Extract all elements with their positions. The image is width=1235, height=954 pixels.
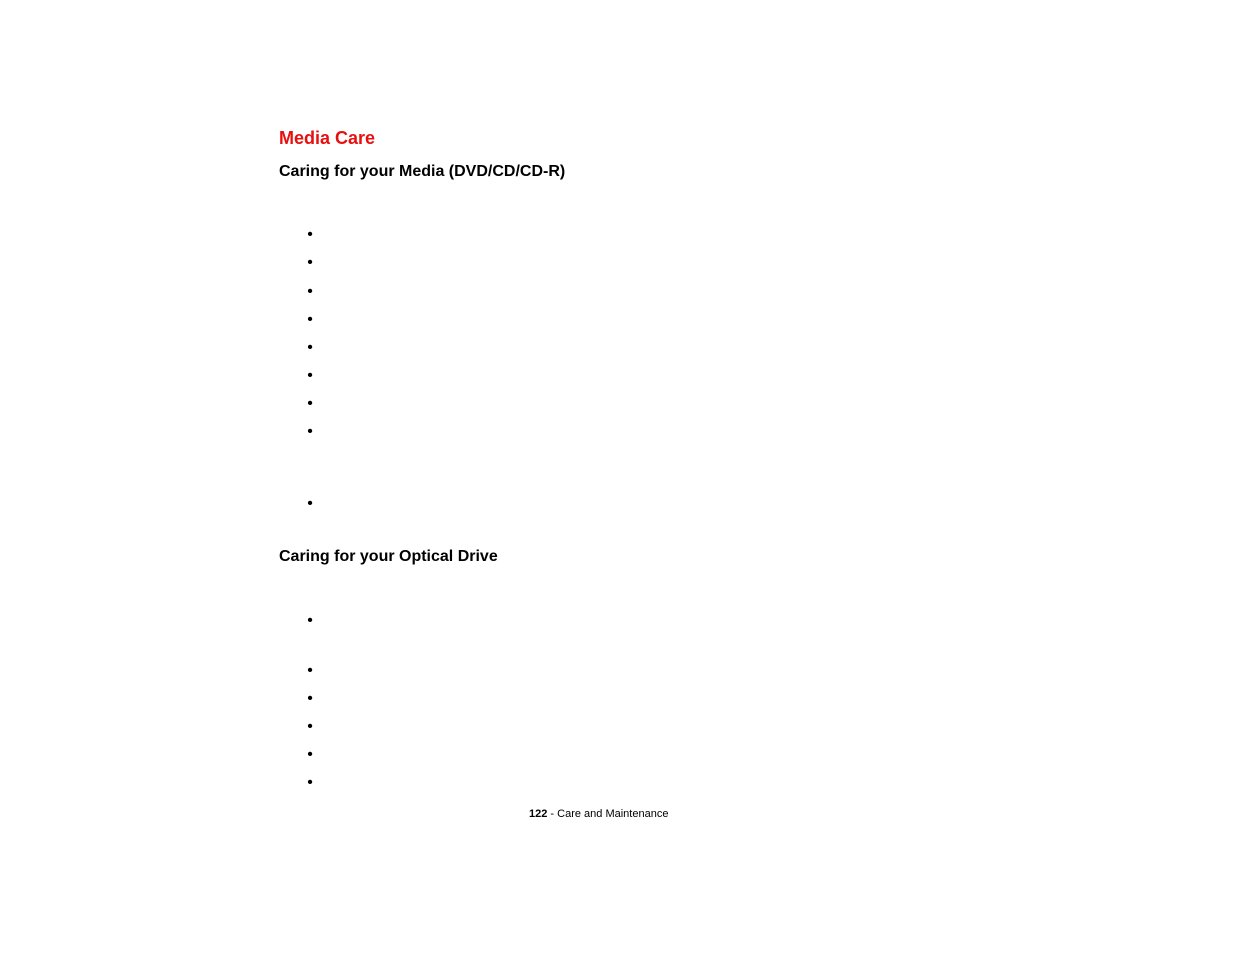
list-bullet: • [307,774,313,791]
list-bullet: • [307,718,313,735]
list-bullet: • [307,495,313,512]
footer-separator: - [547,808,558,820]
footer-section-name: Care and Maintenance [557,808,669,820]
list-bullet: • [307,311,313,328]
subheading-optical-drive: Caring for your Optical Drive [279,548,498,565]
list-bullet: • [307,423,313,440]
list-bullet: • [307,746,313,763]
list-bullet: • [307,226,313,243]
subheading-media-care: Caring for your Media (DVD/CD/CD-R) [279,163,566,180]
page-number: 122 [529,808,548,820]
list-bullet: • [307,690,313,707]
list-bullet: • [307,395,313,412]
page-footer [529,807,668,821]
list-bullet: • [307,254,313,271]
list-bullet: • [307,367,313,384]
list-bullet: • [307,339,313,356]
list-bullet: • [307,662,313,679]
list-bullet: • [307,612,313,629]
list-bullet: • [307,283,313,300]
section-title: Media Care [279,128,376,148]
